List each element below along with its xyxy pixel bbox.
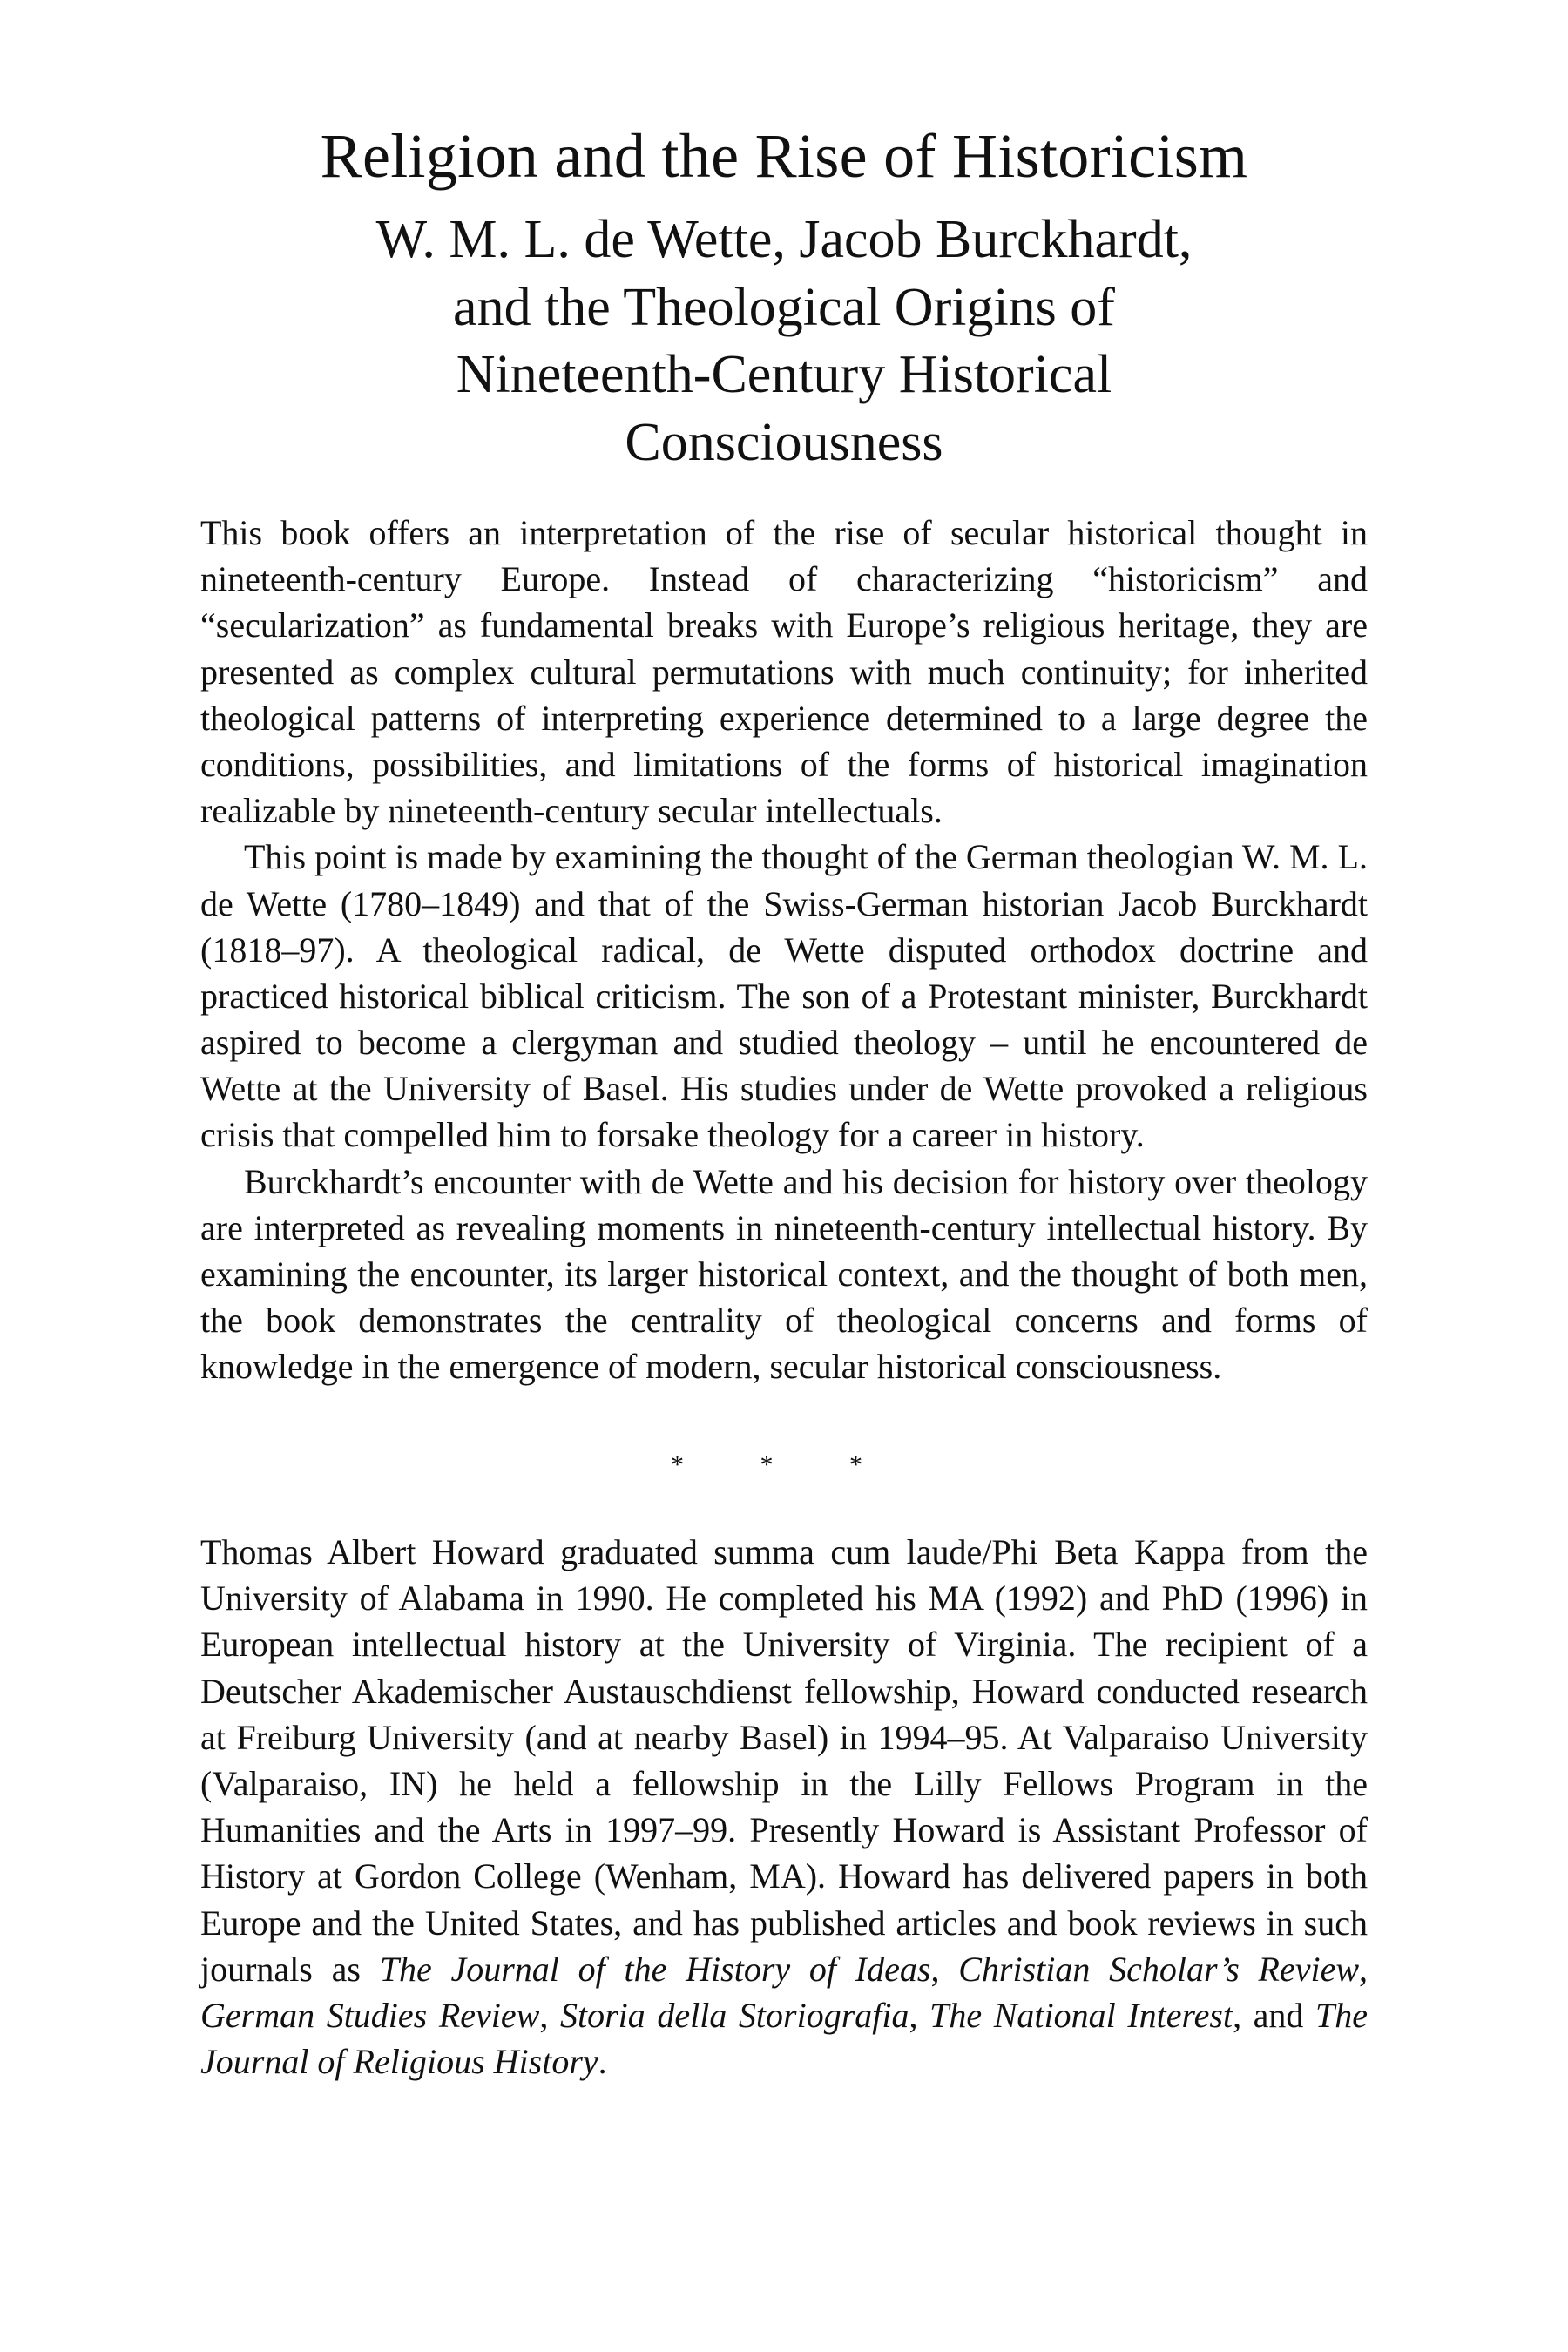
subtitle-line: Consciousness [625,412,943,472]
bio-separator: , [1359,1949,1369,1989]
book-title: Religion and the Rise of Historicism [320,121,1248,191]
bio-paragraph [200,1529,1368,2085]
journal-title: Storia della Storiografia [559,1995,909,2035]
description-paragraph: Burckhardt’s encounter with de Wette and his decision for history over theology are interpreted as revealing moments in nineteenth-century intellectual history. By examining the encounter, its larger historical context, and the thought of both men, the book demonstrates the centrality of theological concerns and forms of knowledge in the emergence of modern, secular historical consciousness. [200,1161,1368,1387]
bio-separator: , [930,1949,959,1989]
description-paragraph: This point is made by examining the thought of the German theologian W. M. L. de Wette (1780–1849) and that of the Swiss-German historian Jacob Burckhardt (1818–97). A theological radical, de Wette disputed orthodox doctrine and practiced historical biblical criticism. The son of a Protestant minister, Burckhardt aspired to become a clergyman and studied theology – until he encountered de Wette at the University of Basel. His studies under de Wette provoked a religious crisis that compelled him to forsake theology for a career in history. [200,837,1368,1155]
subtitle-line: Nineteenth-Century Historical [456,345,1112,405]
journal-title: Christian Scholar’s Review [958,1949,1360,1989]
journal-title: German Studies Review [200,1995,540,2035]
bio-separator: , and [1233,1995,1316,2035]
section-separator: * * * [671,1450,897,1479]
journal-title: The Journal of the History of Ideas [379,1949,931,1989]
author-bio [200,1529,1368,2085]
book-description [200,510,1368,1390]
bio-separator: , [539,1995,560,2035]
subtitle-line: W. M. L. de Wette, Jacob Burckhardt, [375,210,1193,270]
description-paragraph: This book offers an interpretation of the rise of secular historical thought in nineteenth-century Europe. Instead of characterizing “historicism” and “secularization” as fundamental breaks with Europe’s religious heritage, they are presented as complex cultural permutations with much continuity; for inherited theological patterns of interpreting experience determined to a large degree the conditions, possibilities, and limitations of the forms of historical imagination realizable by nineteenth-century secular intellectuals. [200,513,1368,831]
bio-separator: , [909,1995,930,2035]
journal-title: The National Interest [929,1995,1233,2035]
journal-title: The Journal of Religious History [200,1995,1369,2082]
bio-end: . [598,2042,607,2082]
book-subtitle [0,206,1568,476]
title-block [0,122,1568,476]
bio-text: Thomas Albert Howard graduated summa cum laude/Phi Beta Kappa from the University of Alabama in 1990. He completed his MA (1992) and PhD (1996) in European intellectual history at the University of Virginia. The recipient of a Deutscher Akademischer Austauschdienst fellowship, Howard conducted research at Freiburg University (and at nearby Basel) in 1994–95. At Valparaiso University (Valparaiso, IN) he held a fellowship in the Lilly Fellows Program in the Humanities and the Arts in 1997–99. Presently Howard is Assistant Professor of History at Gordon College (Wenham, MA). Howard has delivered papers in both Europe and the United States, and has published articles and book reviews in such journals as [200,1532,1368,1989]
subtitle-line: and the Theological Origins of [453,277,1115,337]
